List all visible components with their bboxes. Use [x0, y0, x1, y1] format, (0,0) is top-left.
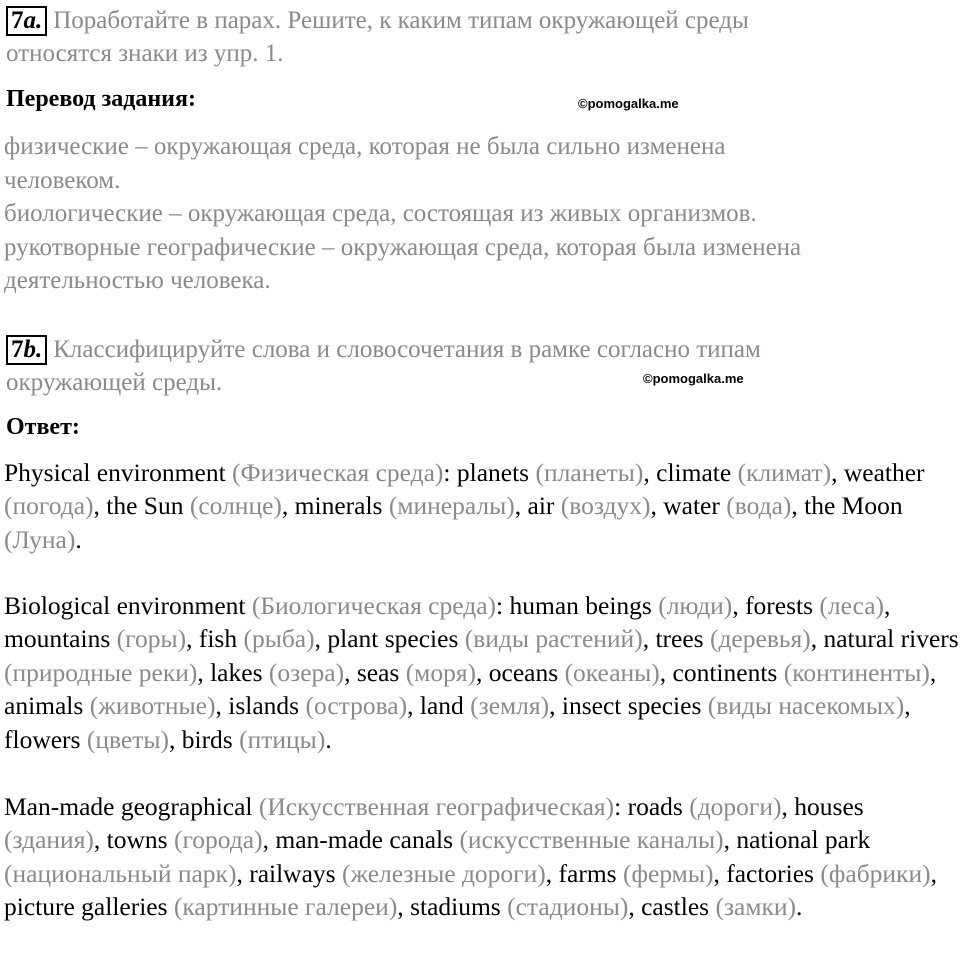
- item-ru: (дороги): [689, 792, 782, 821]
- item-en: continents: [672, 657, 778, 687]
- item-ru: (леса): [819, 591, 885, 620]
- item-ru: (национальный парк): [4, 858, 237, 888]
- translation-line: физические – окружающая среда, которая не была сильно изменена: [4, 133, 726, 160]
- item-ru: (птицы): [239, 724, 326, 754]
- task-7a-badge: 7a.: [6, 6, 47, 36]
- item-en: climate: [656, 458, 732, 487]
- item-ru: (острова): [305, 691, 408, 721]
- task-7b-text-line2: окружающей среды.: [6, 369, 223, 396]
- item-ru: (замки): [715, 892, 796, 922]
- item-en: seas: [356, 657, 400, 687]
- item-en: weather: [843, 458, 925, 487]
- item-ru: (планеты): [535, 458, 644, 487]
- physical-title-en: Physical environment: [4, 458, 226, 487]
- item-en: birds: [181, 724, 233, 754]
- item-ru: (Луна): [4, 524, 76, 554]
- translation-line: рукотворные географические – окружающая среда, которая была изменена: [4, 233, 802, 261]
- item-en: forests: [745, 591, 814, 620]
- item-en: the Moon: [804, 491, 903, 521]
- item-en: man-made canals: [275, 825, 454, 855]
- answer-heading: Ответ:: [6, 414, 80, 440]
- item-en: lakes: [210, 657, 263, 687]
- item-en: factories: [726, 858, 814, 888]
- item-ru: (озера): [268, 657, 345, 687]
- item-ru: (города): [173, 825, 263, 855]
- item-en: flowers: [4, 724, 81, 754]
- item-en: plant species: [327, 624, 459, 654]
- translation-block: [4, 130, 960, 298]
- manmade-paragraph: Man-made geographical (Искусственная географическая): roads (дороги), houses (здания), towns (города), man-made canals (искусственные каналы), national park (национальный парк), railways (железные дороги), farms (фермы), factories (фабрики), picture galleries (картинные галереи), stadiums (стадионы), castles (замки).: [4, 792, 937, 922]
- task-7b-text-line1: Классифицируйте слова и словосочетания в рамке согласно типам: [53, 336, 761, 363]
- item-en: planets: [456, 458, 530, 487]
- item-ru: (цветы): [86, 724, 169, 754]
- item-en: railways: [249, 858, 336, 888]
- item-en: animals: [4, 691, 84, 721]
- item-ru: (животные): [89, 691, 216, 721]
- item-ru: (рыба): [243, 624, 315, 654]
- item-en: towns: [106, 825, 168, 855]
- item-ru: (климат): [737, 458, 832, 487]
- item-en: human beings: [509, 591, 652, 620]
- item-en: farms: [558, 858, 617, 888]
- task-7a-text-line2: относятся знаки из упр. 1.: [6, 40, 284, 67]
- item-en: national park: [736, 825, 871, 855]
- item-ru: (континенты): [783, 657, 930, 687]
- item-ru: (деревья): [709, 624, 811, 654]
- item-ru: (виды растений): [464, 624, 643, 654]
- physical-title-ru: (Физическая среда): [232, 458, 444, 487]
- item-en: mountains: [4, 624, 111, 654]
- item-ru: (фермы): [622, 858, 714, 888]
- item-ru: (здания): [4, 825, 94, 855]
- item-en: natural rivers: [823, 624, 959, 654]
- item-ru: (моря): [405, 657, 477, 687]
- item-ru: (фабрики): [820, 858, 931, 888]
- item-ru: (искусственные каналы): [459, 825, 724, 855]
- item-en: water: [663, 491, 720, 521]
- item-en: islands: [228, 691, 300, 721]
- item-ru: (природные реки): [4, 657, 198, 687]
- biological-title-en: Biological environment: [4, 591, 246, 620]
- item-ru: (картинные галереи): [173, 892, 398, 922]
- item-ru: (погода): [4, 491, 94, 521]
- translation-heading: Перевод задания:: [6, 86, 196, 112]
- item-ru: (виды насекомых): [707, 691, 905, 721]
- item-ru: (вода): [726, 491, 792, 521]
- item-en: minerals: [294, 491, 383, 521]
- translation-line: человеком.: [4, 166, 121, 194]
- translation-line: деятельностью человека.: [4, 267, 271, 294]
- physical-paragraph: Physical environment (Физическая среда): planets (планеты), climate (климат), weather (погода), the Sun (солнце), minerals (минералы), air (воздух), water (вода), the Moon (Луна).: [4, 458, 925, 554]
- watermark-1: ©pomogalka.me: [578, 96, 679, 111]
- task-7b-badge: 7b.: [6, 335, 47, 365]
- item-ru: (воздух): [560, 491, 651, 521]
- item-ru: (люди): [658, 591, 733, 620]
- manmade-title-en: Man-made geographical: [4, 792, 253, 821]
- task-7a-text-line1: Поработайте в парах. Решите, к каким типам окружающей среды: [53, 7, 749, 34]
- item-en: trees: [655, 624, 704, 654]
- watermark-2: ©pomogalka.me: [643, 371, 744, 386]
- item-en: roads: [627, 792, 683, 821]
- item-ru: (океаны): [564, 657, 660, 687]
- manmade-title-ru: (Искусственная географическая): [258, 792, 615, 821]
- item-ru: (минералы): [388, 491, 515, 521]
- translation-line: биологические – окружающая среда, состоящая из живых организмов.: [4, 200, 757, 227]
- item-en: the Sun: [106, 491, 184, 521]
- item-en: castles: [641, 892, 710, 922]
- item-en: land: [419, 691, 464, 721]
- item-en: houses: [794, 792, 864, 821]
- task-7b: [6, 333, 761, 399]
- item-ru: (железные дороги): [341, 858, 546, 888]
- item-en: oceans: [488, 657, 559, 687]
- task-7a: [6, 4, 749, 70]
- item-en: fish: [198, 624, 238, 654]
- item-en: picture galleries: [4, 892, 168, 922]
- biological-paragraph: Biological environment (Биологическая среда): human beings (люди), forests (леса), mountains (горы), fish (рыба), plant species (виды растений), trees (деревья), natural rivers (природные реки), lakes (озера), seas (моря), oceans (океаны), continents (континенты), animals (животные), islands (острова), land (земля), insect species (виды насекомых), flowers (цветы), birds (птицы).: [4, 591, 959, 754]
- item-ru: (стадионы): [507, 892, 629, 922]
- item-en: air: [527, 491, 555, 521]
- item-ru: (горы): [116, 624, 187, 654]
- item-en: insect species: [561, 691, 702, 721]
- item-ru: (земля): [470, 691, 550, 721]
- biological-title-ru: (Биологическая среда): [251, 591, 497, 620]
- item-ru: (солнце): [189, 491, 282, 521]
- item-en: stadiums: [410, 892, 501, 922]
